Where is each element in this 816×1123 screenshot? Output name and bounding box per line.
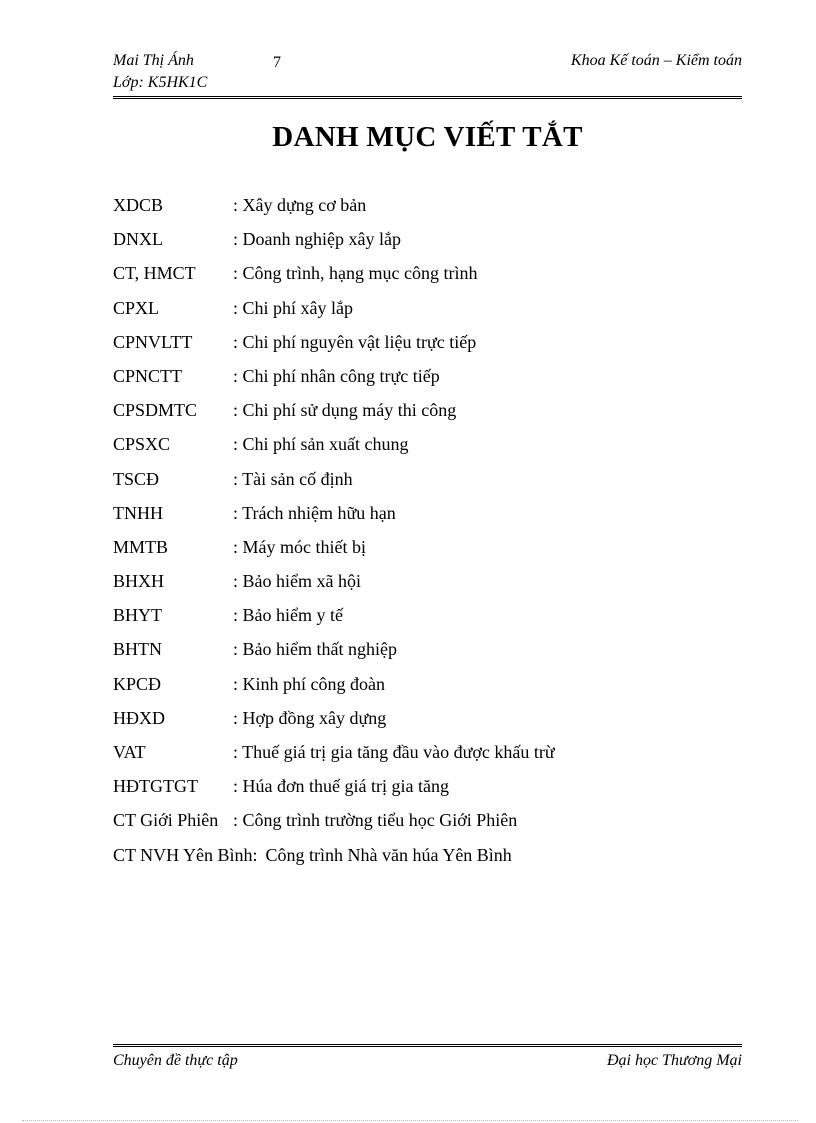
abbreviation-code: TNHH <box>113 502 163 523</box>
abbreviation-meaning: : Thuế giá trị gia tăng đầu vào được khấu trừ <box>233 742 555 762</box>
abbreviation-meaning: : Bảo hiểm xã hội <box>233 571 361 592</box>
abbreviation-code: CT, HMCT <box>113 263 196 284</box>
abbreviation-meaning: : Máy móc thiết bị <box>233 536 366 557</box>
abbreviation-meaning: : Tài sản cố định <box>233 468 353 489</box>
list-item <box>113 295 673 329</box>
page-number: 7 <box>273 54 281 71</box>
abbreviation-code: CPNVLTT <box>113 331 193 352</box>
abbreviation-code: BHXH <box>113 571 165 592</box>
abbreviation-code: BHYT <box>113 605 162 626</box>
abbreviation-code: DNXL <box>113 229 163 250</box>
document-type: Chuyên đề thực tập <box>113 1052 238 1069</box>
author-name: Mai Thị Ánh <box>113 52 194 69</box>
abbreviation-meaning: : Bảo hiểm y tế <box>233 605 343 626</box>
list-item <box>113 534 673 568</box>
abbreviation-meaning: : Hợp đồng xây dựng <box>233 707 387 728</box>
list-item <box>113 192 673 226</box>
abbreviation-meaning: : Chi phí xây lắp <box>233 297 353 318</box>
list-item <box>113 568 673 602</box>
abbreviation-code: CPSDMTC <box>113 400 198 421</box>
list-item <box>113 636 673 670</box>
abbreviation-meaning: : Chi phí nguyên vật liệu trực tiếp <box>233 331 477 352</box>
list-item <box>113 842 673 876</box>
abbreviation-meaning: : Doanh nghiệp xây lắp <box>233 229 401 250</box>
list-item <box>113 500 673 534</box>
class-name: Lớp: K5HK1C <box>113 74 208 91</box>
list-item <box>113 773 673 807</box>
abbreviation-code: HĐXD <box>113 707 165 728</box>
abbreviation-meaning: : Trách nhiệm hữu hạn <box>233 502 396 523</box>
list-item <box>113 807 673 841</box>
list-item <box>113 260 673 294</box>
list-item <box>113 602 673 636</box>
abbreviation-code: KPCĐ <box>113 673 162 694</box>
university-name: Đại học Thương Mại <box>606 1052 742 1069</box>
abbreviation-meaning: : Bảo hiểm thất nghiệp <box>233 639 397 660</box>
abbreviation-code: TSCĐ <box>113 468 160 489</box>
page-title: DANH MỤC VIẾT TẮT <box>272 121 583 153</box>
abbreviation-code: VAT <box>113 742 146 762</box>
abbreviation-meaning: : Xây dựng cơ bản <box>233 195 367 215</box>
page-edge-divider <box>22 1120 798 1121</box>
page-header <box>113 52 742 96</box>
abbreviation-meaning: : Chi phí sản xuất chung <box>233 434 409 455</box>
abbreviation-code: BHTN <box>113 639 162 660</box>
abbreviation-meaning: : Chi phí nhân công trực tiếp <box>233 365 440 386</box>
abbreviation-list <box>113 192 673 876</box>
list-item <box>113 431 673 465</box>
abbreviation-code: CT NVH Yên Bình: <box>113 844 258 865</box>
list-item <box>113 671 673 705</box>
abbreviation-meaning: Công trình Nhà văn húa Yên Bình <box>265 844 512 865</box>
abbreviation-meaning: : Công trình, hạng mục công trình <box>233 263 478 284</box>
abbreviation-code: CPXL <box>113 297 160 318</box>
abbreviation-code: CPSXC <box>113 434 171 455</box>
abbreviation-code: MMTB <box>113 536 169 557</box>
list-item <box>113 397 673 431</box>
list-item <box>113 739 673 773</box>
abbreviation-meaning: : Chi phí sử dụng máy thi công <box>233 400 457 421</box>
list-item <box>113 329 673 363</box>
abbreviation-meaning: : Công trình trường tiểu học Giới Phiên <box>233 810 518 831</box>
footer-divider <box>113 1044 742 1047</box>
list-item <box>113 226 673 260</box>
list-item <box>113 363 673 397</box>
abbreviation-meaning: : Kinh phí công đoàn <box>233 673 385 694</box>
abbreviation-code: CT Giới Phiên <box>113 810 219 831</box>
department-name: Khoa Kế toán – Kiểm toán <box>570 52 742 69</box>
abbreviation-code: CPNCTT <box>113 365 183 386</box>
abbreviation-code: HĐTGTGT <box>113 776 198 797</box>
header-divider <box>113 96 742 99</box>
list-item <box>113 466 673 500</box>
list-item <box>113 705 673 739</box>
abbreviation-meaning: : Húa đơn thuế giá trị gia tăng <box>233 776 449 797</box>
abbreviation-code: XDCB <box>113 195 164 215</box>
